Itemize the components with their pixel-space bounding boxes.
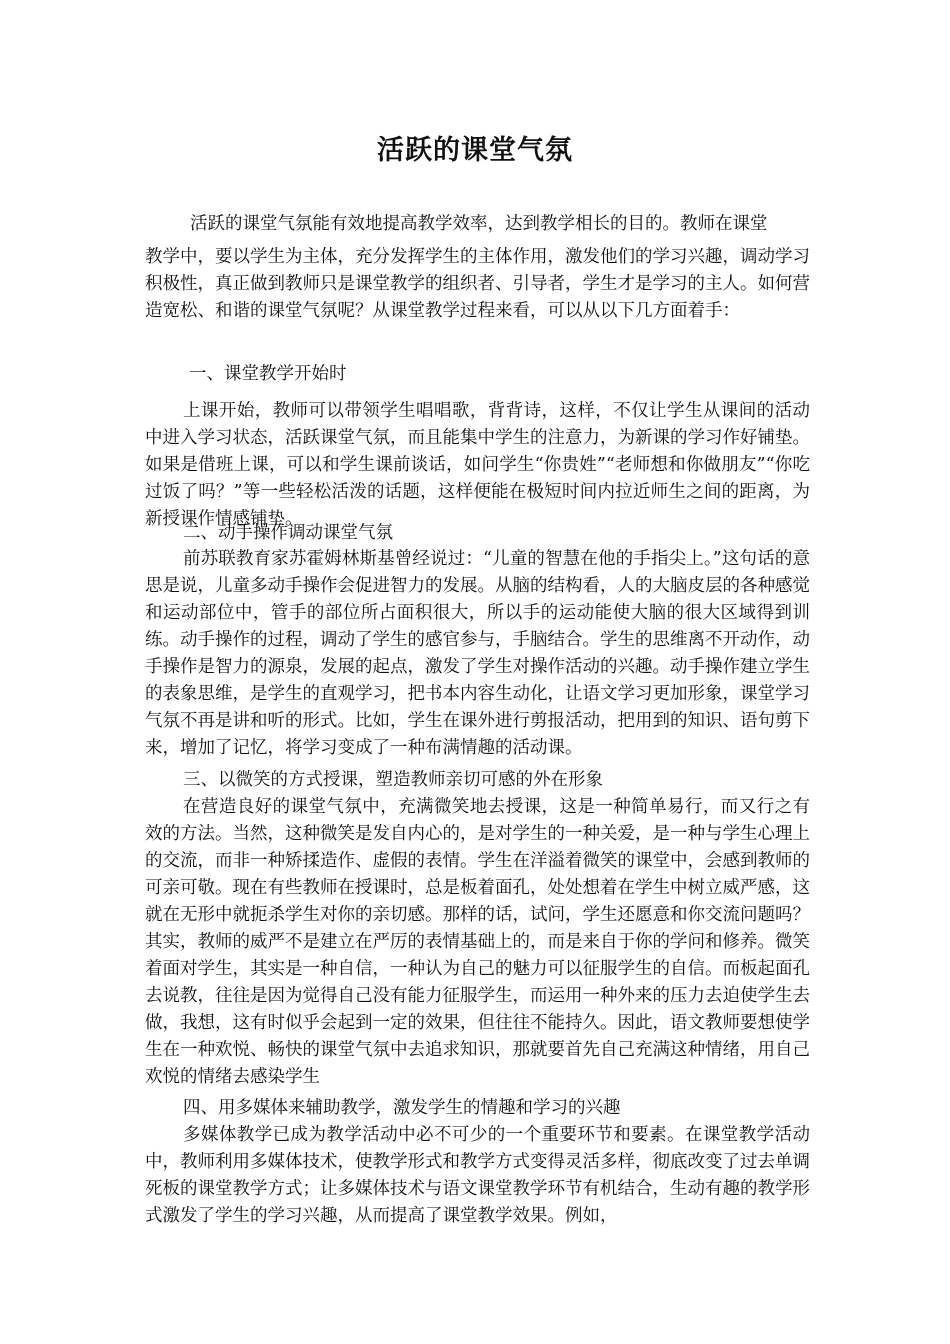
intro-first-line: 活跃的课堂气氛能有效地提高教学效率，达到教学相长的目的。教师在课堂 [190,214,768,234]
section-4-paragraph: 多媒体教学已成为教学活动中必不可少的一个重要环节和要素。在课堂教学活动中，教师利用多媒体技术，使教学形式和教学方式变得灵活多样，彻底改变了过去单调死板的课堂教学方式；让多媒体技术与语文课堂教学环节有机结合，生动有趣的教学形式激发了学生的学习兴趣，从而提高了课堂教学效果。例如， [145,1125,810,1226]
section-2-paragraph: 前苏联教育家苏霍姆林斯基曾经说过：“儿童的智慧在他的手指尖上。”这句话的意思是说，儿童多动手操作会促进智力的发展。从脑的结构看，人的大脑皮层的各种感觉和运动部位中，管手的部位所占面积很大，所以手的运动能使大脑的很大区域得到训练。动手操作的过程，调动了学生的感官参与，手脑结合。学生的思维离不开动作，动手操作是智力的源泉，发展的起点，激发了学生对操作活动的兴趣。动手操作建立学生的表象思维，是学生的直观学习，把书本内容生动化，让语文学习更加形象，课堂学习气氛不再是讲和听的形式。比如，学生在课外进行剪报活动，把用到的知识、语句剪下来，增加了记忆，将学习变成了一种布满情趣的活动课。 [145,549,810,758]
section-4-heading: 四、用多媒体来辅助教学，激发学生的情趣和学习的兴趣 [183,1098,621,1118]
section-1-paragraph: 上课开始，教师可以带领学生唱唱歌，背背诗，这样，不仅让学生从课间的活动中进入学习状态，活跃课堂气氛，而且能集中学生的注意力，为新课的学习作好铺垫。如果是借班上课，可以和学生课前谈话，如问学生“你贵姓”“老师想和你做朋友”“你吃过饭了吗？”等一些轻松活泼的话题，这样便能在极短时间内拉近师生之间的距离，为新授课作情感铺垫。 [145,401,810,529]
section-3-heading: 三、以微笑的方式授课，塑造教师亲切可感的外在形象 [183,770,603,790]
intro-paragraph: 教学中，要以学生为主体，充分发挥学生的主体作用，激发他们的学习兴趣，调动学习积极性，真正做到教师只是课堂教学的组织者、引导者，学生才是学习的主人。如何营造宽松、和谐的课堂气氛呢？从课堂教学过程来看，可以从以下几方面着手： [145,247,810,321]
section-1-heading: 一、课堂教学开始时 [189,364,347,384]
document-title: 活跃的课堂气氛 [377,135,573,166]
section-2-heading: 二、动手操作调动课堂气氛 [183,523,393,543]
section-3-paragraph: 在营造良好的课堂气氛中，充满微笑地去授课，这是一种简单易行，而又行之有效的方法。当然，这种微笑是发自内心的，是对学生的一种关爱，是一种与学生心理上的交流，而非一种矫揉造作、虚假的表情。学生在洋溢着微笑的课堂中，会感到教师的可亲可敬。现在有些教师在授课时，总是板着面孔，处处想着在学生中树立威严感，这就在无形中就扼杀学生对你的亲切感。那样的话，试问，学生还愿意和你交流问题吗？其实，教师的威严不是建立在严厉的表情基础上的，而是来自于你的学问和修养。微笑着面对学生，其实是一种自信，一种认为自己的魅力可以征服学生的自信。而板起面孔去说教，往往是因为觉得自己没有能力征服学生，而运用一种外来的压力去迫使学生去做，我想，这有时似乎会起到一定的效果，但往往不能持久。因此，语文教师要想使学生在一种欢悦、畅快的课堂气氛中去追求知识，那就要首先自己充满这种情绪，用自己欢悦的情绪去感染学生 [145,797,810,1087]
